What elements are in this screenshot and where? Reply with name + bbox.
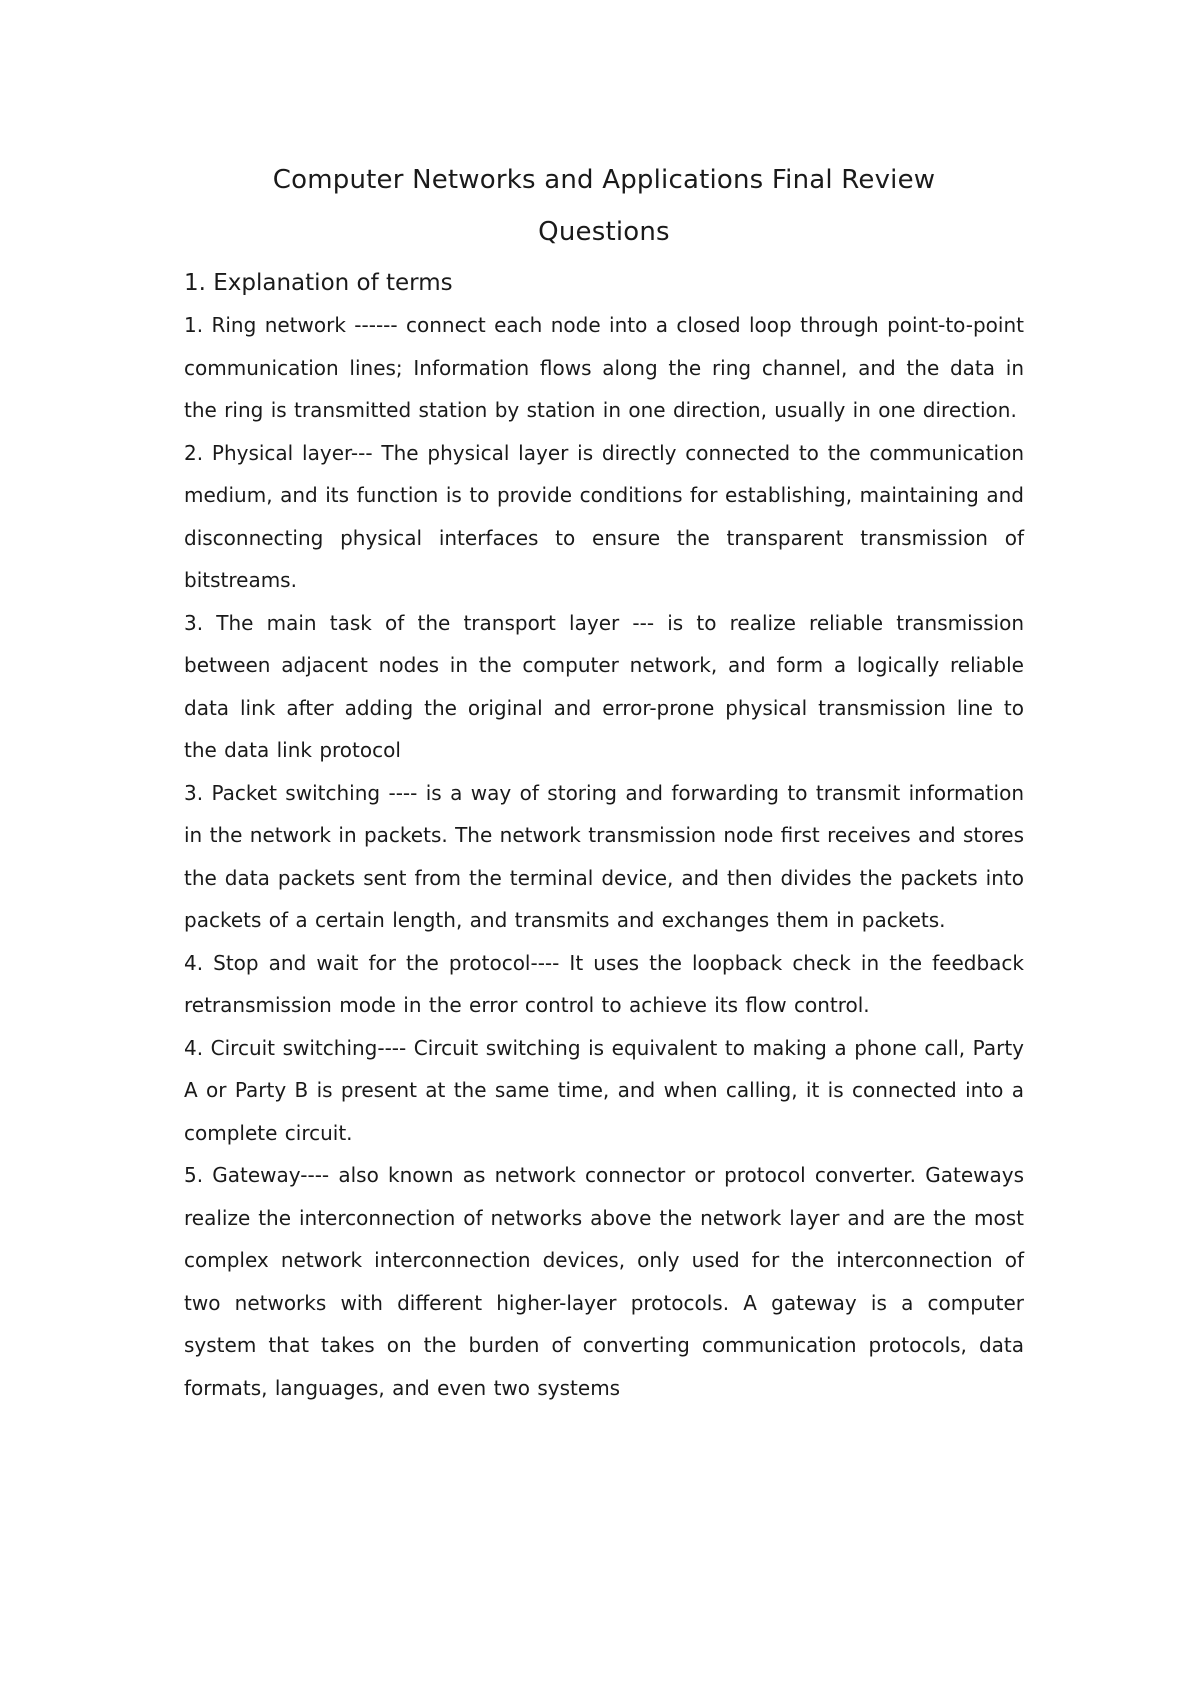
term-packet-switching: 3. Packet switching ---- is a way of storing and forwarding to transmit information in the network in packets. The network transmission node first receives and stores the data packets sent from the terminal device, and then divides the packets into packets of a certain length, and transmits and exchanges them in packets. [184,780,1024,932]
term-physical-layer: 2. Physical layer--- The physical layer is directly connected to the communication medium, and its function is to provide conditions for establishing, maintaining and disconnecting physical interfaces to ensure the transparent transmission of bitstreams. [184,440,1024,592]
term-transport-layer: 3. The main task of the transport layer --- is to realize reliable transmission between adjacent nodes in the computer network, and form a logically reliable data link after adding the original and error-prone physical transmission line to the data link protocol [184,610,1024,762]
title-line-2: Questions [538,217,670,247]
term-ring-network: 1. Ring network ------ connect each node into a closed loop through point-to-point communication lines; Information flows along the ring channel, and the data in the ring is transmitted station by station in one direction, usually in one direction. [184,313,1024,422]
document-content [184,154,1024,1409]
term-gateway: 5. Gateway---- also known as network connector or protocol converter. Gateways realize the interconnection of networks above the network layer and are the most complex network interconnection devices, only used for the interconnection of two networks with different higher-layer protocols. A gateway is a computer system that takes on the burden of converting communication protocols, data formats, languages, and even two systems [184,1163,1024,1400]
term-circuit-switching: 4. Circuit switching---- Circuit switching is equivalent to making a phone call, Party A or Party B is present at the same time, and when calling, it is connected into a complete circuit. [184,1035,1024,1145]
term-stop-and-wait: 4. Stop and wait for the protocol---- It uses the loopback check in the feedback retransmission mode in the error control to achieve its flow control. [184,950,1024,1017]
section-heading: 1. Explanation of terms [184,270,453,296]
document-title [184,154,1024,258]
title-line-1: Computer Networks and Applications Final Review [272,165,936,195]
